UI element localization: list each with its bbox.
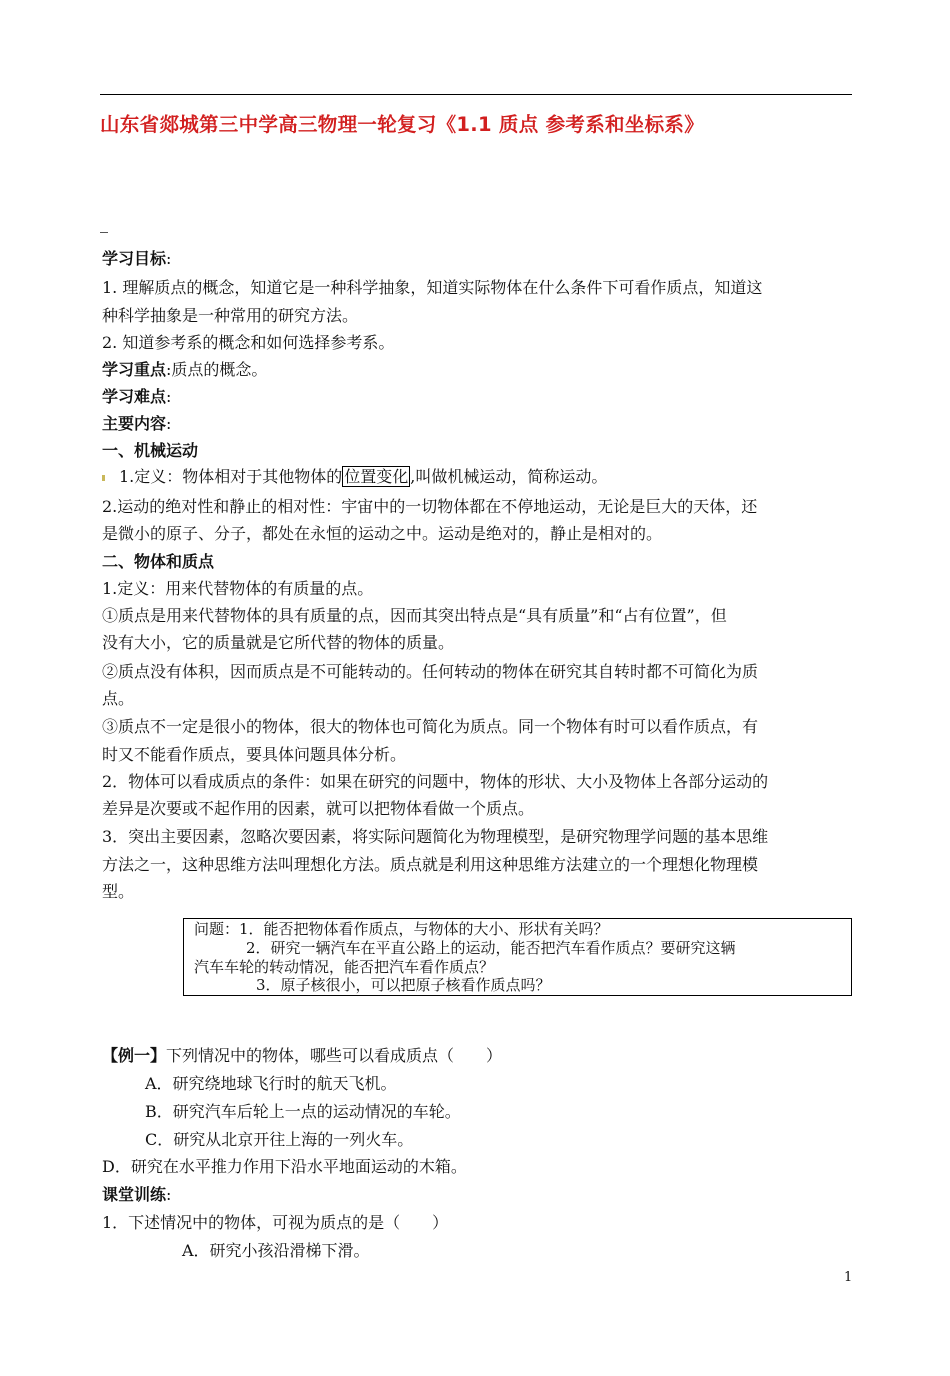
goal-1-line-b: 种科学抽象是一种常用的研究方法。 [102, 306, 359, 325]
training-heading: 课堂训练: [102, 1185, 172, 1204]
training-question-1: 1．下述情况中的物体，可视为质点的是（ ） [102, 1213, 449, 1232]
content-line: 主要内容: [102, 414, 172, 433]
example-option-b: B．研究汽车后轮上一点的运动情况的车轮。 [145, 1102, 461, 1121]
document-title: 山东省郯城第三中学高三物理一轮复习《1.1 质点 参考系和坐标系》 [100, 113, 705, 136]
point-1-line-b: 没有大小，它的质量就是它所代替的物体的质量。 [102, 633, 455, 652]
point-1-line-a: ①质点是用来代替物体的具有质量的点，因而其突出特点是“具有质量”和“占有位置”，但 [102, 606, 727, 625]
focus-text: 质点的概念。 [171, 360, 268, 379]
example-option-d: D．研究在水平推力作用下沿水平地面运动的木箱。 [102, 1157, 467, 1176]
point-3-line-a: ③质点不一定是很小的物体，很大的物体也可简化为质点。同一个物体有时可以看作质点，有 [102, 717, 759, 736]
goal-1-line-a: 1. 理解质点的概念，知道它是一种科学抽象，知道实际物体在什么条件下可看作质点，知道这 [102, 278, 763, 297]
content-head: 主要内容 [102, 414, 167, 433]
condition-line-b: 差异是次要或不起作用的因素，就可以把物体看做一个质点。 [102, 799, 535, 818]
def-text-b: ,叫做机械运动，简称运动。 [410, 467, 608, 486]
section-2-heading: 二、物体和质点 [102, 552, 215, 571]
training-head-text: 课堂训练 [102, 1185, 167, 1204]
example-option-a: A．研究绕地球飞行时的航天飞机。 [145, 1074, 397, 1093]
highlight-mark [102, 475, 105, 481]
example-option-c: C．研究从北京开往上海的一列火车。 [145, 1130, 414, 1149]
section-1-definition [102, 467, 607, 487]
box-question-2-line-a: 2．研究一辆汽车在平直公路上的运动，能否把汽车看作质点？要研究这辆 [246, 939, 736, 957]
section-1-p2-line-b: 是微小的原子、分子，都处在永恒的运动之中。运动是绝对的，静止是相对的。 [102, 524, 663, 543]
focus-head: 学习重点 [102, 360, 167, 379]
page-number: 1 [844, 1270, 853, 1285]
section-1-p2-line-a: 2.运动的绝对性和静止的相对性：宇宙中的一切物体都在不停地运动，无论是巨大的天体，还 [102, 497, 758, 516]
difficulty-line: 学习难点: [102, 387, 172, 406]
boxed-term: 位置变化 [344, 467, 409, 486]
difficulty-head: 学习难点 [102, 387, 167, 406]
method-line-c: 型。 [102, 882, 135, 901]
goals-head-text: 学习目标 [102, 249, 167, 268]
box-question-3: 3．原子核很小，可以把原子核看作质点吗？ [256, 976, 551, 994]
condition-line-a: 2．物体可以看成质点的条件：如果在研究的问题中，物体的形状、大小及物体上各部分运动的 [102, 772, 769, 791]
example-1-question [102, 1046, 502, 1066]
box-question-2-line-b: 汽车车轮的转动情况，能否把汽车看作质点？ [194, 958, 495, 976]
point-2-line-a: ②质点没有体积，因而质点是不可能转动的。任何转动的物体在研究其自转时都不可简化为质 [102, 662, 759, 681]
header-rule [100, 94, 852, 95]
example-1-label: 【例一】 [102, 1046, 167, 1065]
example-1-text: 下列情况中的物体，哪些可以看成质点（ ） [166, 1046, 503, 1065]
point-2-line-b: 点。 [102, 689, 135, 708]
point-3-line-b: 时又不能看作质点，要具体问题具体分析。 [102, 745, 407, 764]
section-2-definition: 1.定义：用来代替物体的有质量的点。 [102, 579, 374, 598]
method-line-b: 方法之一，这种思维方法叫理想化方法。质点就是利用这种思维方法建立的一个理想化物理模 [102, 855, 759, 874]
stray-mark [100, 232, 108, 233]
method-line-a: 3．突出主要因素，忽略次要因素，将实际问题简化为物理模型，是研究物理学问题的基本思维 [102, 827, 769, 846]
box-question-1: 问题：1．能否把物体看作质点，与物体的大小、形状有关吗？ [194, 920, 609, 938]
goals-heading: 学习目标: [102, 249, 172, 268]
question-box [183, 918, 852, 996]
focus-line: 学习重点:质点的概念。 [102, 360, 268, 379]
goal-2: 2. 知道参考系的概念和如何选择参考系。 [102, 333, 395, 352]
training-option-a: A．研究小孩沿滑梯下滑。 [182, 1241, 370, 1260]
section-1-heading: 一、机械运动 [102, 441, 199, 460]
def-text-a: 1.定义：物体相对于其他物体的 [119, 467, 343, 486]
